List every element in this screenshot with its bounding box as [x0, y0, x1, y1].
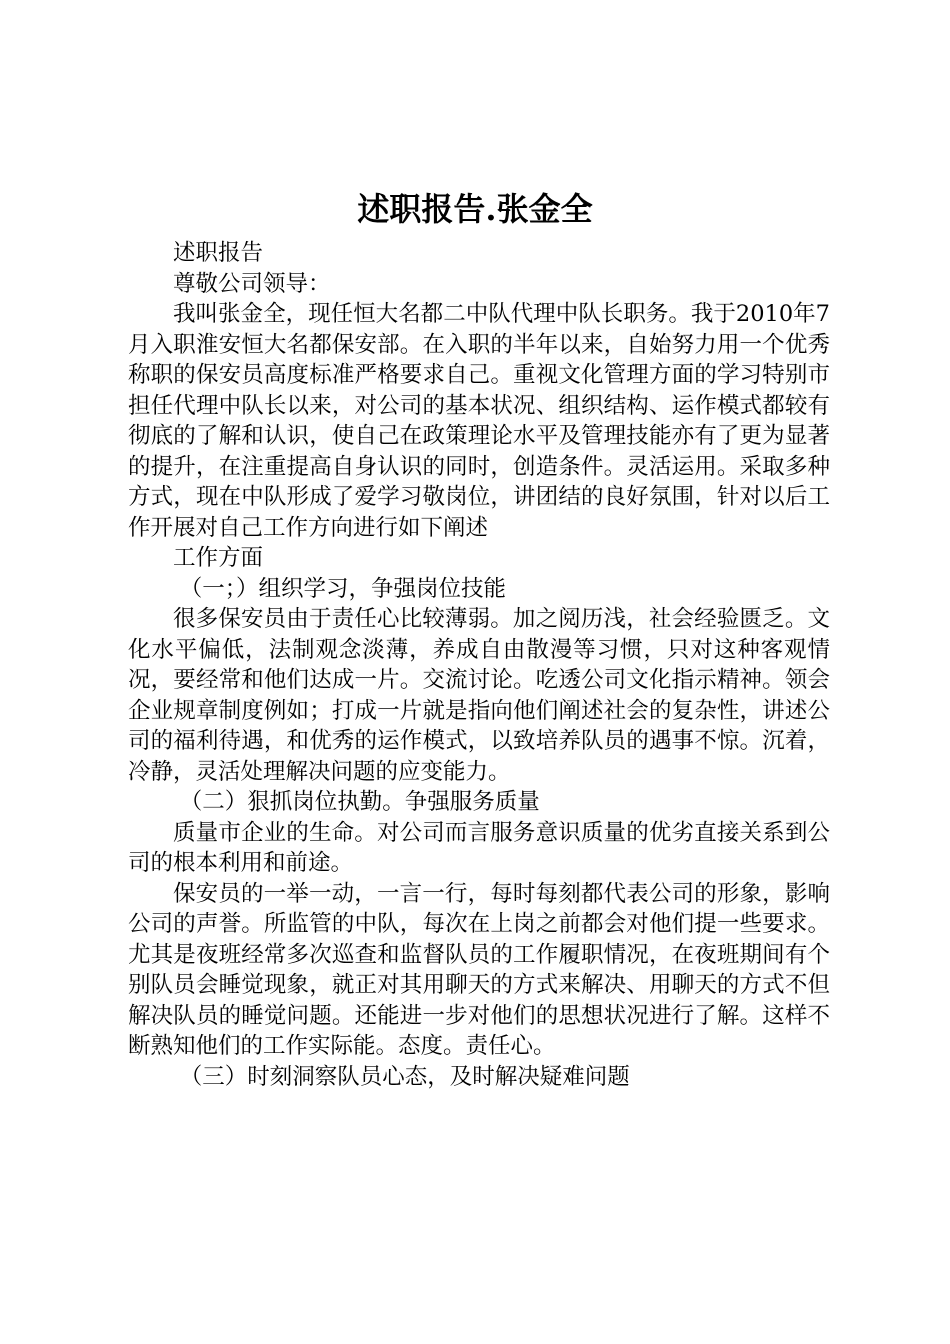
subsection-heading-1: （一；）组织学习，争强岗位技能 — [179, 575, 507, 602]
paragraph-conduct: 保安员的一举一动，一言一行，每时每刻都代表公司的形象，影响公司的声誉。所监管的中队，每次在上岗之前都会对他们提一些要求。尤其是夜班经常多次巡查和监督队员的工作履职情况，在夜班期间有个别队员会睡觉现象，就正对其用聊天的方式来解决、用聊天的方式不但解决队员的睡觉问题。还能进一步对他们的思想状况进行了解。这样不断熟知他们的工作实际能。态度。责任心。 — [128, 880, 830, 1059]
subsection-heading-3: （三）时刻洞察队员心态，及时解决疑难问题 — [179, 1063, 630, 1090]
paragraph-salutation-heading: 述职报告 — [173, 240, 264, 266]
paragraph-quality: 质量市企业的生命。对公司而言服务意识质量的优劣直接关系到公司的根本利用和前途。 — [128, 819, 830, 876]
paragraph-introduction: 我叫张金全，现任恒大名都二中队代理中队长职务。我于2010年7月入职淮安恒大名都保安部。在入职的半年以来，自始努力用一个优秀称职的保安员高度标准严格要求自己。重视文化管理方面的学习特别市担任代理中队长以来，对公司的基本状况、组织结构、运作模式都较有彻底的了解和认识，使自己在政策理论水平及管理技能亦有了更为显著的提升，在注重提高自身认识的同时，创造条件。灵活运用。采取多种方式，现在中队形成了爱学习敬岗位，讲团结的良好氛围，针对以后工作开展对自己工作方向进行如下阐述 — [128, 301, 830, 541]
section-heading-work: 工作方面 — [173, 545, 264, 571]
paragraph-greeting: 尊敬公司领导： — [173, 270, 331, 297]
document-title: 述职报告.张金全 — [357, 190, 593, 228]
subsection-heading-2: （二）狠抓岗位执勤。争强服务质量 — [179, 789, 540, 815]
paragraph-training: 很多保安员由于责任心比较薄弱。加之阅历浅，社会经验匮乏。文化水平偏低，法制观念淡薄，养成自由散漫等习惯，只对这种客观情况，要经常和他们达成一片。交流讨论。吃透公司文化指示精神。领会企业规章制度例如；打成一片就是指向他们阐述社会的复杂性，讲述公司的福利待遇，和优秀的运作模式，以致培养队员的遇事不惊。沉着，冷静，灵活处理解决问题的应变能力。 — [128, 606, 830, 785]
document-body — [128, 238, 830, 1092]
